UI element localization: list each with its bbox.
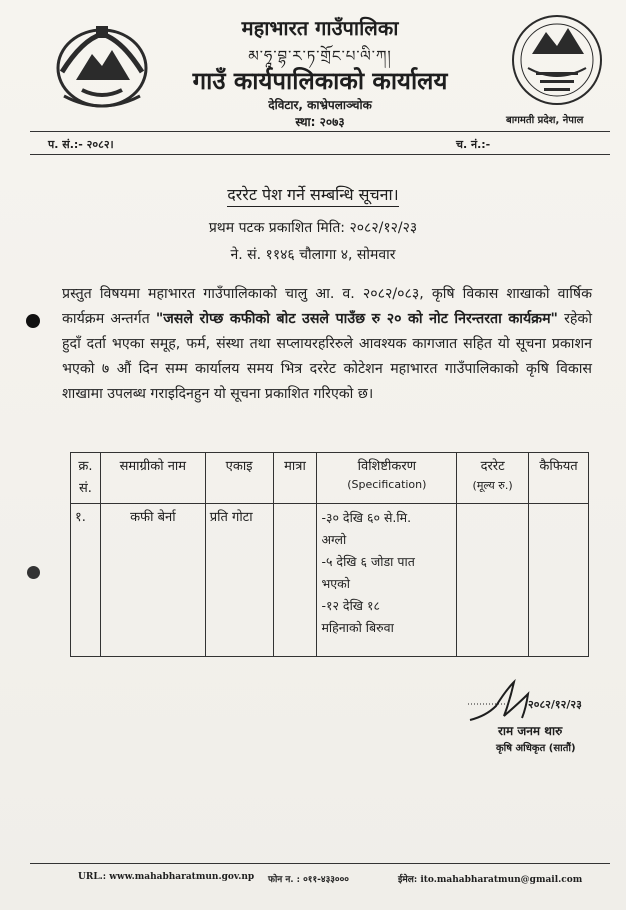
office-name: गाउँ कार्यपालिकाको कार्यालय [192,66,448,95]
signature-mark [466,676,596,726]
cell-unit: प्रति गोटा [205,504,273,657]
punch-hole [26,314,40,328]
spec-line: अग्लो [321,532,347,547]
municipality-name-tibetan: མ་ཧཱ་བྷ་ར་ཏ་གྲོང་པ་ལི་ཀ། [248,47,392,65]
header-spec-line1: विशिष्टीकरण [357,459,417,474]
header-qty: मात्रा [273,453,317,504]
header-sn-line2: सं. [79,481,92,496]
header-unit: एकाइ [205,453,273,504]
letter-number: प. सं.:- २०८२। [48,138,114,151]
table-row [71,504,589,657]
header-sn-line1: क्र. [78,459,93,474]
spec-line: भएको [321,576,350,591]
punch-hole [27,566,40,579]
cell-qty [273,504,317,657]
header-rate [457,453,529,504]
signature-date: २०८२/१२/२३ [528,698,582,711]
cell-item: कफी बेर्ना [100,504,205,657]
footer-url: URL.: www.mahabharatmun.gov.np [78,872,255,882]
spec-line: -३० देखि ६० से.मि. [321,510,412,525]
notice-body-part1: प्रस्तुत विषयमा महाभारत गाउँपालिकाको चालु आ. व. २०८२/०८३, कृषि विकास शाखाको वार्षिक कार्यक्रम अन्तर्गत [62,286,592,327]
notice-title: दररेट पेश गर्ने सम्बन्धि सूचना। [227,185,398,207]
office-seal-logo [502,10,612,110]
cell-spec [317,504,457,657]
notice-title-wrap [0,183,626,205]
notice-body [62,282,592,407]
municipality-name: महाभारत गाउँपालिका [241,16,399,40]
signatory-designation: कृषि अधिकृत (सातौं) [496,743,576,754]
nepal-sambat-date: ने. सं. ११४६ चौलागा ४, सोमवार [230,247,396,263]
header-divider [30,131,610,132]
footer-divider [30,863,610,864]
cell-sn: १. [71,504,101,657]
dispatch-number: च. नं.:- [456,138,491,151]
program-name: "जसले रोप्छ कफीको बोट उसले पाउँछ रु २० को नोट निरन्तरता कार्यक्रम" [155,311,558,327]
footer-email: ईमेल: ito.mahabharatmun@gmail.com [398,875,583,885]
province-label: बागमती प्रदेश, नेपाल [506,115,584,126]
header-rate-line2: (मूल्य रु.) [472,479,513,492]
items-table [70,452,589,657]
header-rate-line1: दररेट [480,459,505,474]
header-spec-line2: (Specification) [347,478,427,491]
spec-line: -१२ देखि १८ [321,598,381,613]
footer-phone: फोन न. : ०११-४३३००० [268,875,349,885]
table-header-row [71,453,589,504]
notice-body-part2: रहेको हुदाँ दर्ता भएका समूह, फर्म, संस्था तथा सप्लायरहरिरुले आवश्यक कागजात सहित यो सूचना प्रकाशन भएको ७ औं दिन सम्म कार्यालय समय भित्र दररेट कोटेशन महाभारत गाउँपालिकाको कृषि विकास शाखामा उपलब्ध गराइदिनहुन यो सूचना प्रकाशित गरिएको छ। [62,311,593,402]
cell-remarks [529,504,589,657]
spec-line: महिनाको बिरुवा [321,620,394,635]
reference-divider [30,154,610,155]
office-address: देविटार, काभ्रेपलाञ्चोक [268,98,372,112]
established-year: स्था: २०७३ [295,115,345,129]
publication-date: प्रथम पटक प्रकाशित मिति: २०८२/१२/२३ [208,220,418,236]
header-spec [317,453,457,504]
nepal-emblem-logo [52,20,152,112]
header-sn [71,453,101,504]
spec-line: -५ देखि ६ जोडा पात [321,554,415,569]
cell-rate [457,504,529,657]
header-item: समाग्रीको नाम [100,453,205,504]
signatory-name: राम जनम थारु [498,724,563,738]
header-remarks: कैफियत [529,453,589,504]
